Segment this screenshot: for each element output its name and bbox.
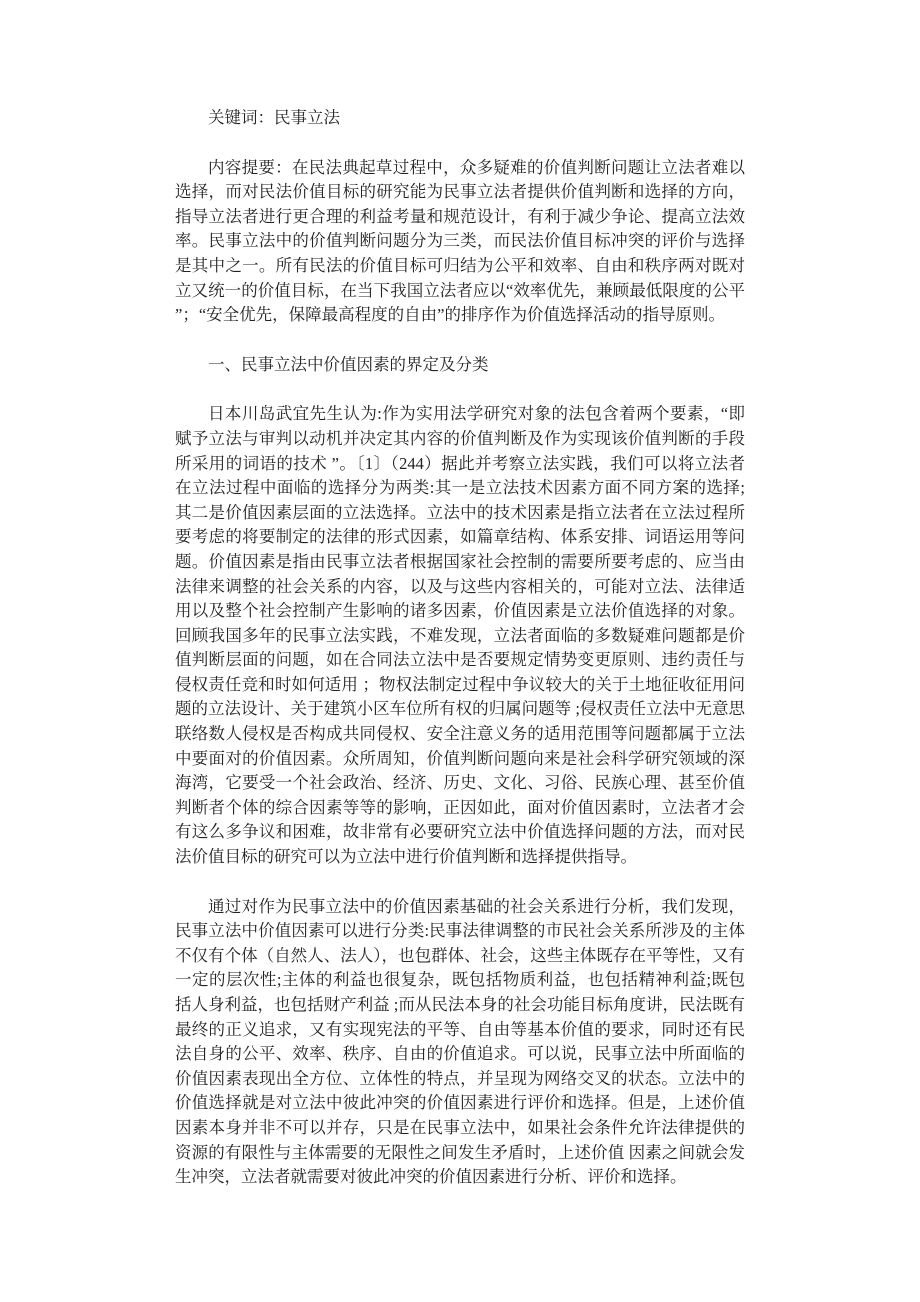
document-body	[175, 106, 745, 1190]
keywords-line: 关键词：民事立法	[208, 108, 340, 127]
body-paragraph-1: 日本川岛武宜先生认为:作为实用法学研究对象的法包含着两个要素，“即赋予立法与审判以动机并决定其内容的价值判断及作为实现该价值判断的手段所采用的词语的技术 ”。〔1〕（244）据此并考察立法实践，我们可以将立法者在立法过程中面临的选择分为两类:其一是立法技术因素方面不同方案的选择;其二是价值因素层面的立法选择。立法中的技术因素是指立法者在立法过程所要考虑的将要制定的法律的形式因素，如篇章结构、体系安排、词语运用等问题。价值因素是指由民事立法者根据国家社会控制的需要所要考虑的、应当由法律来调整的社会关系的内容，以及与这些内容相关的，可能对立法、法律适用以及整个社会控制产生影响的诸多因素，价值因素是立法价值选择的对象。回顾我国多年的民事立法实践，不难发现，立法者面临的多数疑难问题都是价值判断层面的问题，如在合同法立法中是否要规定情势变更原则、违约责任与侵权责任竞和时如何适用 ；物权法制定过程中争议较大的关于土地征收征用问题的立法设计、关于建筑小区车位所有权的归属问题等 ;侵权责任立法中无意思联络数人侵权是否构成共同侵权、安全注意义务的适用范围等问题都属于立法中要面对的价值因素。众所周知，价值判断问题向来是社会科学研究领域的深海湾，它要受一个社会政治、经济、历史、文化、习俗、民族心理、甚至价值判断者个体的综合因素等等的影响，正因如此，面对价值因素时，立法者才会有这么多争议和困难，故非常有必要研究立法中价值选择问题的方法，而对民法价值目标的研究可以为立法中进行价值判断和选择提供指导。	[175, 404, 745, 867]
section-heading: 一、民事立法中价值因素的界定及分类	[208, 354, 489, 374]
abstract-paragraph: 内容提要：在民法典起草过程中，众多疑难的价值判断问题让立法者难以选择，而对民法价值目标的研究能为民事立法者提供价值判断和选择的方向，指导立法者进行更合理的利益考量和规范设计，有利于减少争论、提高立法效率。民事立法中的价值判断问题分为三类，而民法价值目标冲突的评价与选择是其中之一。所有民法的价值目标可归结为公平和效率、自由和秩序两对既对立又统一的价值目标，在当下我国立法者应以“效率优先，兼顾最低限度的公平 ”；“安全优先，保障最高程度的自由”的排序作为价值选择活动的指导原则。	[175, 157, 745, 325]
body-paragraph-2: 通过对作为民事立法中的价值因素基础的社会关系进行分析，我们发现，民事立法中价值因素可以进行分类:民事法律调整的市民社会关系所涉及的主体不仅有个体（自然人、法人），也包群体、社会，这些主体既存在平等性，又有一定的层次性;主体的利益也很复杂，既包括物质利益，也包括精神利益;既包括人身利益，也包括财产利益 ;而从民法本身的社会功能目标角度讲，民法既有最终的正义追求，又有实现宪法的平等、自由等基本价值的要求，同时还有民法自身的公平、效率、秩序、自由的价值追求。可以说，民事立法中所面临的价值因素表现出全方位、立体性的特点，并呈现为网络交叉的状态。立法中的价值选择就是对立法中彼此冲突的价值因素进行评价和选择。但是，上述价值因素本身并非不可以并存，只是在民事立法中，如果社会条件允许法律提供的资源的有限性与主体需要的无限性之间发生矛盾时，上述价值 因素之间就会发生冲突，立法者就需要对彼此冲突的价值因素进行分析、评价和选择。	[175, 896, 745, 1187]
